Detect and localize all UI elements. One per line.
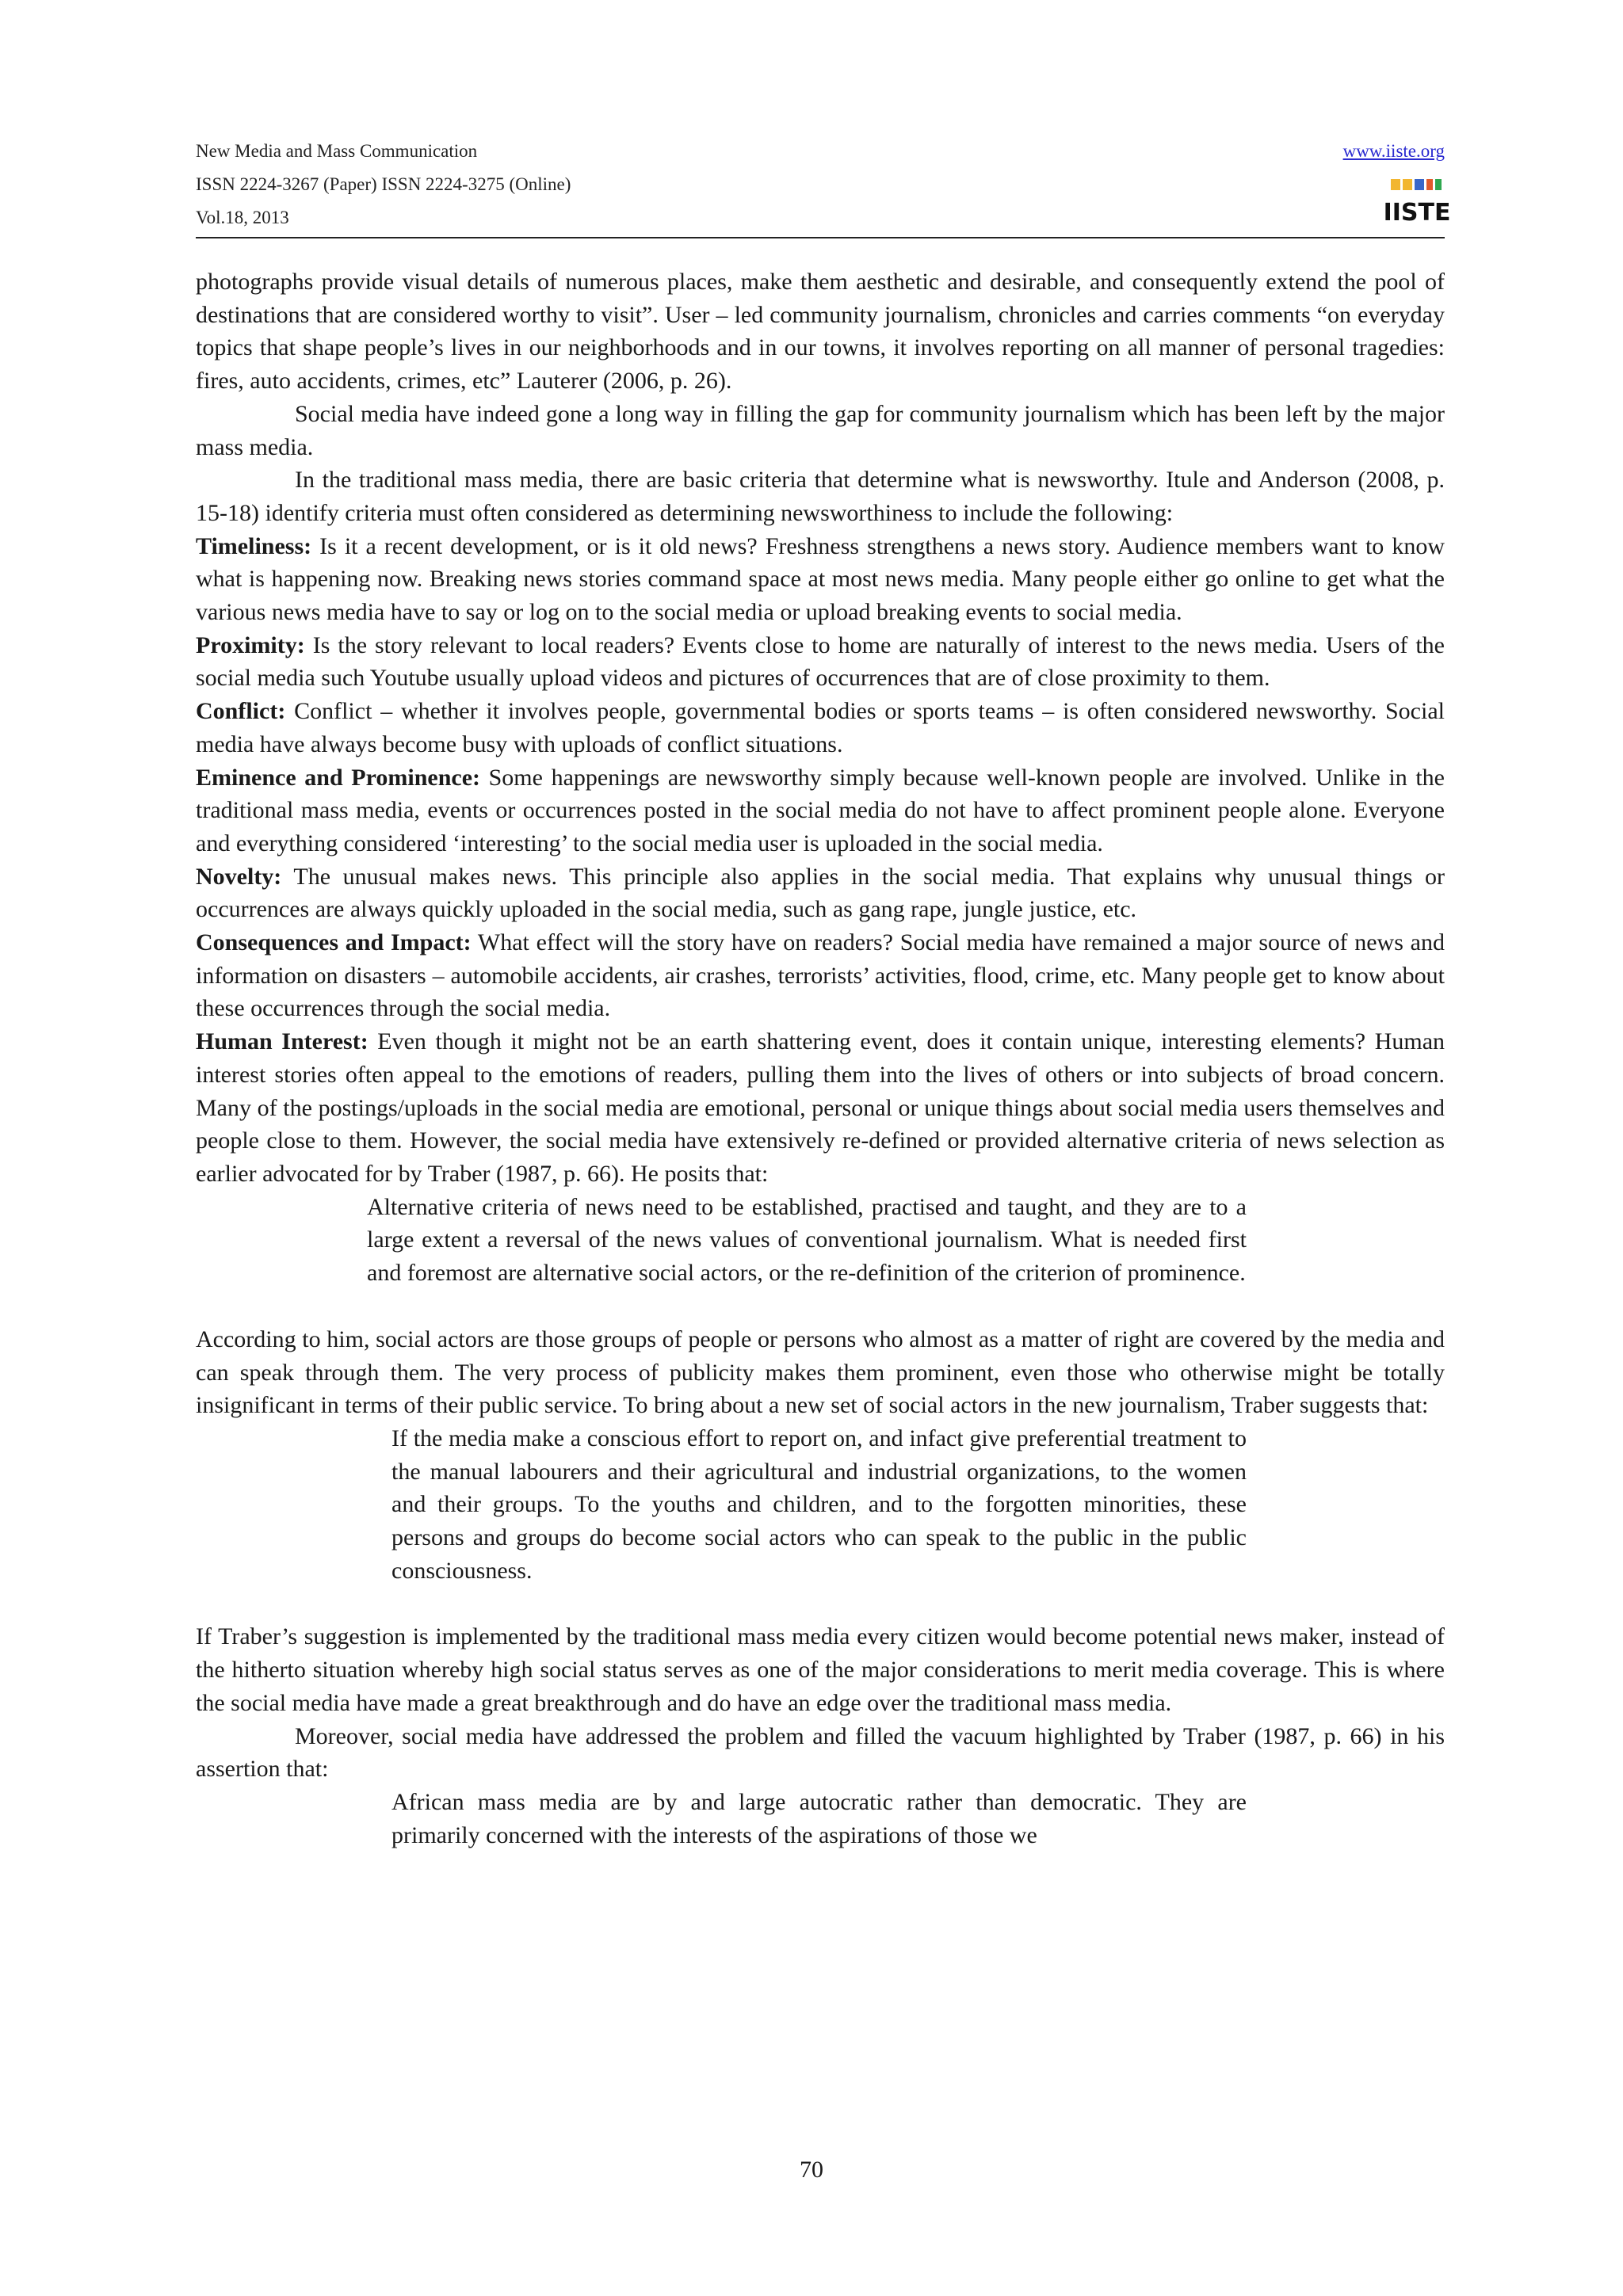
criterion-eminence bbox=[196, 761, 1445, 860]
block-quote-3: African mass media are by and large autocratic rather than democratic. They are primarily concerned with the interests of the aspirations of those we bbox=[391, 1788, 1247, 1848]
criterion-term: Timeliness: bbox=[196, 532, 312, 559]
criterion-term: Conflict: bbox=[196, 698, 286, 725]
paragraph-6: Moreover, social media have addressed the problem and filled the vacuum highlighted by Traber (1987, p. 66) in his assertion that: bbox=[196, 1722, 1445, 1783]
iiste-logo-icon bbox=[1383, 174, 1451, 230]
criterion-conflict bbox=[196, 695, 1445, 761]
page-header bbox=[196, 135, 1451, 238]
criterion-term: Proximity: bbox=[196, 631, 305, 658]
spacer bbox=[196, 1290, 1445, 1323]
spacer bbox=[196, 1587, 1445, 1620]
volume-line: Vol.18, 2013 bbox=[196, 208, 289, 227]
logo-text: IISTE bbox=[1383, 199, 1451, 227]
criterion-term: Eminence and Prominence: bbox=[196, 764, 480, 791]
journal-url-link[interactable]: www.iiste.org bbox=[1342, 141, 1445, 161]
criterion-term: Novelty: bbox=[196, 863, 282, 890]
criterion-novelty bbox=[196, 860, 1445, 926]
block-quote-2: If the media make a conscious effort to report on, and infact give preferential treatment to the manual labourers and their agricultural and industrial organizations, to the women and their groups. To the youths and children, and to the forgotten minorities, these persons and groups do become social actors who can speak to the public in the public consciousness. bbox=[391, 1425, 1247, 1584]
criterion-consequences bbox=[196, 926, 1445, 1025]
criterion-timeliness bbox=[196, 530, 1445, 629]
article-body bbox=[196, 265, 1445, 1852]
criterion-term: Human Interest: bbox=[196, 1028, 369, 1055]
criterion-proximity bbox=[196, 629, 1445, 695]
criterion-text: Is it a recent development, or is it old news? Freshness strengthens a news story. Audience members want to know what is happening now. Breaking news stories command space at most news media. Many people either go online to get what the various news media have to say or log on to the social media or upload breaking events to social media. bbox=[196, 532, 1445, 626]
criterion-text: The unusual makes news. This principle also applies in the social media. That explains why unusual things or occurrences are always quickly uploaded in the social media, such as gang rape, jungle justice, etc. bbox=[196, 863, 1445, 923]
paragraph-1: photographs provide visual details of numerous places, make them aesthetic and desirable, and consequently extend the pool of destinations that are considered worthy to visit”. User – led community journalism, chronicles and carries comments “on everyday topics that shape people’s lives in our neighborhoods and in our towns, it involves reporting on all manner of personal tragedies: fires, auto accidents, crimes, etc” Lauterer (2006, p. 26). bbox=[196, 269, 1445, 395]
page-number: 70 bbox=[800, 2157, 823, 2183]
criterion-text: Even though it might not be an earth shattering event, does it contain unique, interesting elements? Human interest stories often appeal to the emotions of readers, pulling them into the lives of others or into subjects of broad concern. Many of the postings/uploads in the social media are emotional, personal or unique things about social media users themselves and people close to them. However, the social media have extensively re-defined or provided alternative criteria of news selection as earlier advocated for by Traber (1987, p. 66). He posits that: bbox=[196, 1028, 1445, 1187]
criterion-text: Some happenings are newsworthy simply because well-known people are involved. Unlike in the traditional mass media, events or occurrences posted in the social media do not have to affect prominent people alone. Everyone and everything considered ‘interesting’ to the social media user is uploaded in the social media. bbox=[196, 764, 1445, 856]
journal-title: New Media and Mass Communication bbox=[196, 141, 478, 161]
paragraph-5: If Traber’s suggestion is implemented by the traditional mass media every citizen would become potential news maker, instead of the hitherto situation whereby high social status serves as one of the major considerations to merit media coverage. This is where the social media have made a great breakthrough and do have an edge over the traditional mass media. bbox=[196, 1623, 1445, 1716]
criterion-human-interest bbox=[196, 1025, 1445, 1191]
paragraph-2: Social media have indeed gone a long way in filling the gap for community journalism which has been left by the major mass media. bbox=[196, 400, 1445, 460]
block-quote-1: Alternative criteria of news need to be established, practised and taught, and they are to a large extent a reversal of the news values of conventional journalism. What is needed first and foremost are alternative social actors, or the re-definition of the criterion of prominence. bbox=[367, 1193, 1247, 1287]
criterion-text: What effect will the story have on readers? Social media have remained a major source of news and information on disasters – automobile accidents, air crashes, terrorists’ activities, flood, crime, etc. Many people get to know about these occurrences through the social media. bbox=[196, 929, 1445, 1022]
paragraph-3: In the traditional mass media, there are basic criteria that determine what is newsworthy. Itule and Anderson (2008, p. 15-18) identify criteria must often considered as determining newsworthiness to include the following: bbox=[196, 467, 1445, 526]
issn-line: ISSN 2224-3267 (Paper) ISSN 2224-3275 (Online) bbox=[196, 174, 571, 194]
criterion-text: Conflict – whether it involves people, governmental bodies or sports teams – is often considered newsworthy. Social media have always become busy with uploads of conflict situations. bbox=[196, 698, 1445, 757]
paragraph-4: According to him, social actors are those groups of people or persons who almost as a matter of right are covered by the media and can speak through them. The very process of publicity makes them prominent, even those who otherwise might be totally insignificant in terms of their public service. To bring about a new set of social actors in the new journalism, Traber suggests that: bbox=[196, 1325, 1445, 1419]
criterion-text: Is the story relevant to local readers? Events close to home are naturally of interest to the news media. Users of the social media such Youtube usually upload videos and pictures of occurrences that are of close proximity to them. bbox=[196, 631, 1445, 692]
header-rule bbox=[196, 237, 1445, 238]
criterion-term: Consequences and Impact: bbox=[196, 929, 472, 956]
